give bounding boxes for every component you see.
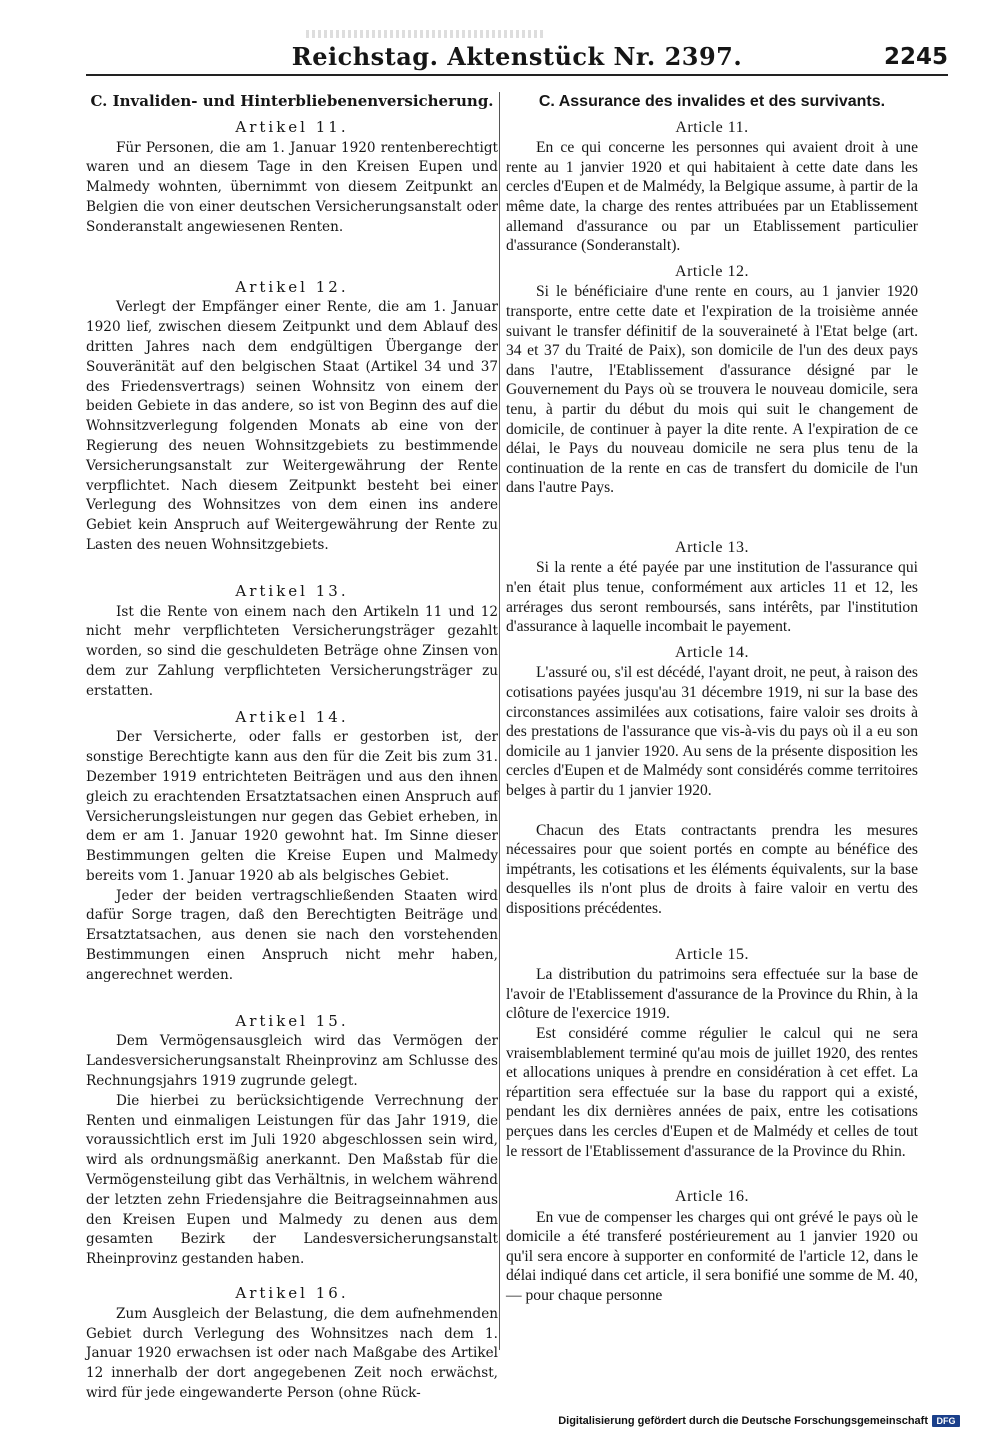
german-article-14 xyxy=(86,708,498,986)
german-article-12 xyxy=(86,278,498,556)
french-article-16 xyxy=(506,1187,918,1306)
article-heading: Article 12. xyxy=(675,262,749,280)
running-title: Reichstag. Aktenstück Nr. 2397. xyxy=(291,42,743,71)
article-paragraph: Der Versicherte, oder falls er gestorben ist, der sonstige Berechtigte kann aus den für die Zeit bis zum 31. Dezember 1919 entrichteten Beiträgen und aus den ihnen gleich zu erachtenden Ersatztatsachen einen Anspruch auf Versicherungsleistungen nur gegen das Gebiet erheben, in dem er am 1. Januar 1920 gewohnt hat. Im Sinne dieser Bestimmungen gelten die Kreise Eupen und Malmedy bereits vom 1. Januar 1920 ab als belgisches Gebiet. xyxy=(86,729,498,884)
french-article-11 xyxy=(506,118,918,256)
french-article-15 xyxy=(506,945,918,1162)
french-column xyxy=(506,92,918,1306)
german-article-13 xyxy=(86,582,498,702)
article-heading: Artikel 16. xyxy=(235,1284,349,1303)
article-heading: Article 11. xyxy=(675,118,749,136)
german-article-16 xyxy=(86,1284,498,1404)
credit-text: Digitalisierung gefördert durch die Deutsche Forschungsgemeinschaft xyxy=(558,1415,928,1427)
french-article-13 xyxy=(506,538,918,637)
article-paragraph: Est considéré comme régulier le calcul qui ne sera vraisemblablement terminé qu'au mois de juillet 1920, des rentes et allocations uniques à prendre en considération à cet effet. La répartition sera effectuée sur la base du rapport qui a existé, pendant les dix dernières années de paix, entre les cotisations perçues dans les cercles d'Eupen et de Malmédy et celles de tout le ressort de l'Etablissement d'assurance de la Province du Rhin. xyxy=(506,1024,918,1160)
header-rule xyxy=(86,74,948,76)
german-article-15 xyxy=(86,1012,498,1270)
page-header xyxy=(86,40,948,72)
article-paragraph: Chacun des Etats contractants prendra les mesures nécessaires pour que soient portés en compte au bénéfice des impétrants, les cotisations et les éléments équivalents, sur la base desquelles ils n'ont plus de droits à faire valoir en vertu des dispositions précédentes. xyxy=(506,821,918,917)
article-paragraph: L'assuré ou, s'il est décédé, l'ayant droit, ne peut, à raison des cotisations payées jusqu'au 31 décembre 1919, ni sur la base des circonstances assimilées aux cotisations, faire valoir ses droits à des prestations de l'assurance que vis-à-vis du pays où il a eu son domicile au 1 janvier 1920. Au sens de la présente disposition les cercles d'Eupen et de Malmédy sont considérés comme territoires belges à partir du 1 janvier 1920. xyxy=(506,664,918,799)
article-heading: Artikel 13. xyxy=(235,581,349,600)
column-divider xyxy=(499,92,500,1350)
french-section-title: C. Assurance des invalides et des survivants. xyxy=(538,93,886,110)
article-paragraph: Si la rente a été payée par une institution de l'assurance qui n'en était plus tenue, conformément aux articles 11 et 12, les arrérages dus seront remboursés, sans intérêts, par l'institution d'assurance à laquelle incombait le payement. xyxy=(506,559,918,636)
article-paragraph: Zum Ausgleich der Belastung, die dem aufnehmenden Gebiet durch Verlegung des Wohnsitzes nach dem 1. Januar 1920 erwachsen ist oder nach Maßgabe des Artikel 12 innerhalb der dort angegebenen Zeit noch erwächst, wird für jede eingewanderte Person (ohne Rück- xyxy=(86,1305,498,1402)
article-paragraph: La distribution du patrimoins sera effectuée sur la base de l'avoir de l'Etablissement d'assurance de la Province du Rhin, à la clôture de l'exercice 1919. xyxy=(506,966,918,1023)
page-number: 2245 xyxy=(883,44,948,70)
article-heading: Article 13. xyxy=(675,538,749,556)
article-heading: Article 15. xyxy=(675,945,749,963)
article-heading: Artikel 11. xyxy=(235,117,349,136)
article-heading: Article 14. xyxy=(675,643,749,661)
article-paragraph: En ce qui concerne les personnes qui avaient droit à une rente au 1 janvier 1920 et qui habitaient à cette date dans les cercles d'Eupen et de Malmédy, la Belgique assume, à partir de la même date, la charge des rentes attribuées par un Etablissement allemand d'assurance ou par un Etablissement particulier d'assurance (Sonderanstalt). xyxy=(506,139,918,255)
dfg-logo: DFG xyxy=(932,1415,960,1427)
article-paragraph: Dem Vermögensausgleich wird das Vermögen der Landesversicherungsanstalt Rheinprovinz am Schlusse des Rechnungsjahrs 1919 zugrunde gelegt. xyxy=(86,1033,498,1090)
article-heading: Artikel 15. xyxy=(235,1011,349,1030)
article-heading: Article 16. xyxy=(675,1188,749,1206)
article-heading: Artikel 12. xyxy=(235,277,349,296)
french-article-12 xyxy=(506,262,918,498)
article-paragraph: Für Personen, die am 1. Januar 1920 rentenberechtigt waren und an diesem Tage in den Kreisen Eupen und Malmedy wohnten, übernimmt von diesem Zeitpunkt an Belgien die von einer deutschen Versicherungsanstalt oder Sonderanstalt angewiesenen Renten. xyxy=(86,139,498,235)
scan-artifact xyxy=(306,30,546,38)
article-paragraph: Ist die Rente von einem nach den Artikeln 11 und 12 nicht mehr verpflichteten Versicherungsträger gezahlt worden, so sind die geschuldeten Beträge ohne Zinsen von dem zur Zahlung verpflichteten Versicherungsträger zu erstatten. xyxy=(86,603,498,699)
article-paragraph: En vue de compenser les charges qui ont grévé le pays où le domicile a été transferé postérieurement au 1 janvier 1920 ou qu'il sera encore à supporter en conformité de l'article 12, dans le délai indiqué dans cet article, il sera bonifié une somme de M. 40,— pour chaque personne xyxy=(506,1208,918,1305)
article-paragraph: Si le bénéficiaire d'une rente en cours, au 1 janvier 1920 transporte, entre cette date et l'expiration de la troisième année suivant le transfer définitif de la souveraineté à l'Etat belge (art. 34 et 37 du Traité de Paix), son domicile de l'un des deux pays dans l'autre, l'Etablissement d'assurance désigné par le Gouvernement du Pays où se trouvera le nouveau domicile, sera tenu, à partir du début du mois qui suit le changement de domicile, de continuer à payer la dite rente. A l'expiration de ce délai, le Pays du nouveau domicile ne sera plus tenu de la continuation de la rente en cas de transfert du domicile de l'un dans l'autre Pays. xyxy=(506,283,918,497)
digitization-credit xyxy=(558,1415,960,1427)
french-article-14 xyxy=(506,643,918,919)
german-article-11 xyxy=(86,118,498,238)
german-column xyxy=(86,92,498,1404)
article-paragraph: Jeder der beiden vertragschließenden Staaten wird dafür Sorge tragen, daß den Berechtigten Beiträge und Ersatztatsachen, aus denen sie nach den vorstehenden Bestimmungen einen Anspruch nicht mehr haben, angerechnet werden. xyxy=(86,887,498,983)
article-paragraph: Die hierbei zu berücksichtigende Verrechnung der Renten und einmaligen Leistungen für das Jahr 1919, die voraussichtlich erst im Juli 1920 abgeschlossen sein wird, wird als ordnungsmäßig anerkannt. Den Maßstab für die Vermögensteilung gibt das Verhältnis, in welchem während der letzten zehn Friedensjahre die Beitragseinnahmen aus den Kreisen Eupen und Malmedy zu denen aus dem gesamten Bezirk der Landesversicherungsanstalt Rheinprovinz gestanden haben. xyxy=(86,1092,498,1268)
article-heading: Artikel 14. xyxy=(235,707,349,726)
article-paragraph: Verlegt der Empfänger einer Rente, die am 1. Januar 1920 lief, zwischen diesem Zeitpunkt und dem Ablauf des dritten Jahres nach dem endgültigen Übergange der Souveränität auf den belgischen Staat (Artikel 34 und 37 des Friedensvertrags) seinen Wohnsitz von einem der beiden Gebiete in das andere, so ist von Beginn des auf die Wohnsitzverlegung folgenden Monats ab eine von der Regierung des neuen Wohnsitzgebiets zu bestimmende Versicherungsanstalt zur Weitergewährung der Rente verpflichtet. Nach diesem Zeitpunkt besteht bei einer Verlegung des Wohnsitzes von dem einen ins andere Gebiet kein Anspruch auf Weitergewährung der Rente zu Lasten des neuen Wohnsitzgebiets. xyxy=(86,299,498,553)
german-section-title: C. Invaliden- und Hinterbliebenenversicherung. xyxy=(90,92,494,110)
